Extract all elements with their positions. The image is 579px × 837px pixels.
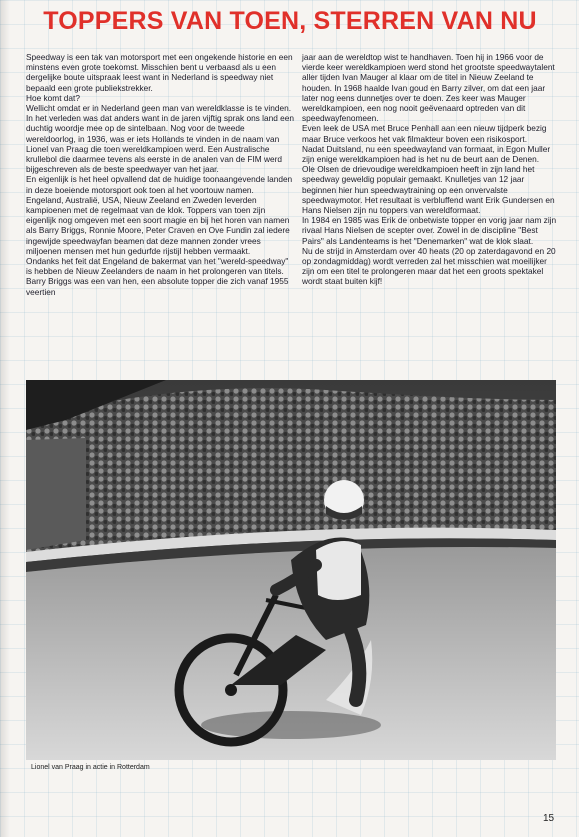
article-paragraph: Hoe komt dat?	[26, 92, 80, 103]
binding-shadow	[0, 0, 10, 837]
article-paragraph: Wellicht omdat er in Nederland geen man van wereldklasse is te vinden. In het verleden was dat anders want in de jaren vijftig sprak ons land een duchtig woordje mee op de sintelbaan. Nog voor de tweede wereldoorlog, in 1936, was er iets Hollands te vinden in de naam van Lionel van Praag die toen wereldkampioen werd. Een Australische krullebol die daarmee tevens als eerste in de analen van de FIM werd bijgeschreven als de beste speedwayer van het jaar.	[26, 103, 294, 175]
article-right-column	[302, 52, 558, 287]
article-paragraph: In 1984 en 1985 was Erik de onbetwiste topper en vorig jaar nam zijn rivaal Hans Nielsen de scepter over. Zowel in de discipline "Best Pairs" als Landenteams is het "Denemarken" wat de klok slaat.	[302, 215, 557, 246]
article-paragraph: En eigenlijk is het heel opvallend dat de huidige toonaangevende landen in deze boeiende motorsport ook toen al het voortouw namen.	[26, 174, 293, 195]
article-paragraph: Ole Olsen de drievoudige wereldkampioen heeft in zijn land het speedway geweldig populair gemaakt. Knulletjes van 12 jaar beginnen hier hun speedwaytraining op een onvervalste speedwaymotor. Het resultaat is verbluffend want Erik Gundersen en Hans Nielsen zijn nu toppers van wereldformaat.	[302, 164, 555, 216]
page-number: 15	[543, 813, 555, 824]
article-paragraph: Engeland, Australië, USA, Nieuw Zeeland en Zweden leverden kampioenen met de regelmaat van de klok. Toppers van toen zijn eigenlijk nog omgeven met een soort magie en bij het horen van namen als Barry Briggs, Ronnie Moore, Peter Craven en Ove Fundin zal iedere ingewijde speedwayfan beamen dat deze mannen zonder vrees miljoenen mensen met hun gedurfde rijstijl hebben vermaakt.	[26, 194, 290, 256]
speedway-rider-illustration	[26, 380, 556, 760]
article-paragraph: Nu de strijd in Amsterdam over 40 heats (20 op zaterdagavond en 20 op zondagmiddag) wordt verreden zal het misschien wat moeilijker zijn om een titel te prolongeren maar dat het een groots spektakel wordt staat buiten kijf!	[302, 245, 556, 287]
article-left-column	[26, 52, 296, 297]
article-paragraph: Even leek de USA met Bruce Penhall aan een nieuw tijdperk bezig maar Bruce verkoos het vak filmakteur boven een risikosport.	[302, 123, 547, 144]
article-paragraph: Speedway is een tak van motorsport met een ongekende historie en een minstens even grote toekomst. Misschien bent u verbaasd als u een dergelijke boute uitspraak leest want in Nederland is speedway niet bepaald een grote publiekstrekker.	[26, 52, 293, 93]
article-paragraph: Nadat Duitsland, nu een speedwayland van formaat, in Egon Muller zijn enige wereldkampioen had is het nu de beurt aan de Denen.	[302, 143, 551, 165]
speedway-photo	[26, 380, 556, 760]
article-paragraph: Ondanks het feit dat Engeland de bakermat van het "wereld-speedway" is hebben de Nieuw Zeelanders de naam in het prolongeren van titels. Barry Briggs was een van hen, een absolute topper die zich vanaf 1955 veertien	[26, 256, 289, 297]
article-title: TOPPERS VAN TOEN, STERREN VAN NU	[43, 7, 537, 35]
article-paragraph: jaar aan de wereldtop wist te handhaven. Toen hij in 1966 voor de vierde keer wereldkampioen werd stond het grootste speedwaytalent aller tijden Ivan Mauger al klaar om de titel in Nieuw Zeeland te houden. In 1968 haalde Ivan goud en Barry zilver, om dat een jaar later nog eens dunnetjes over te doen. Zes keer was Mauger wereldkampioen, een nog nooit geëvenaard optreden van dit speedwayfenomeen.	[302, 52, 555, 124]
photo-caption: Lionel van Praag in actie in Rotterdam	[31, 764, 150, 771]
